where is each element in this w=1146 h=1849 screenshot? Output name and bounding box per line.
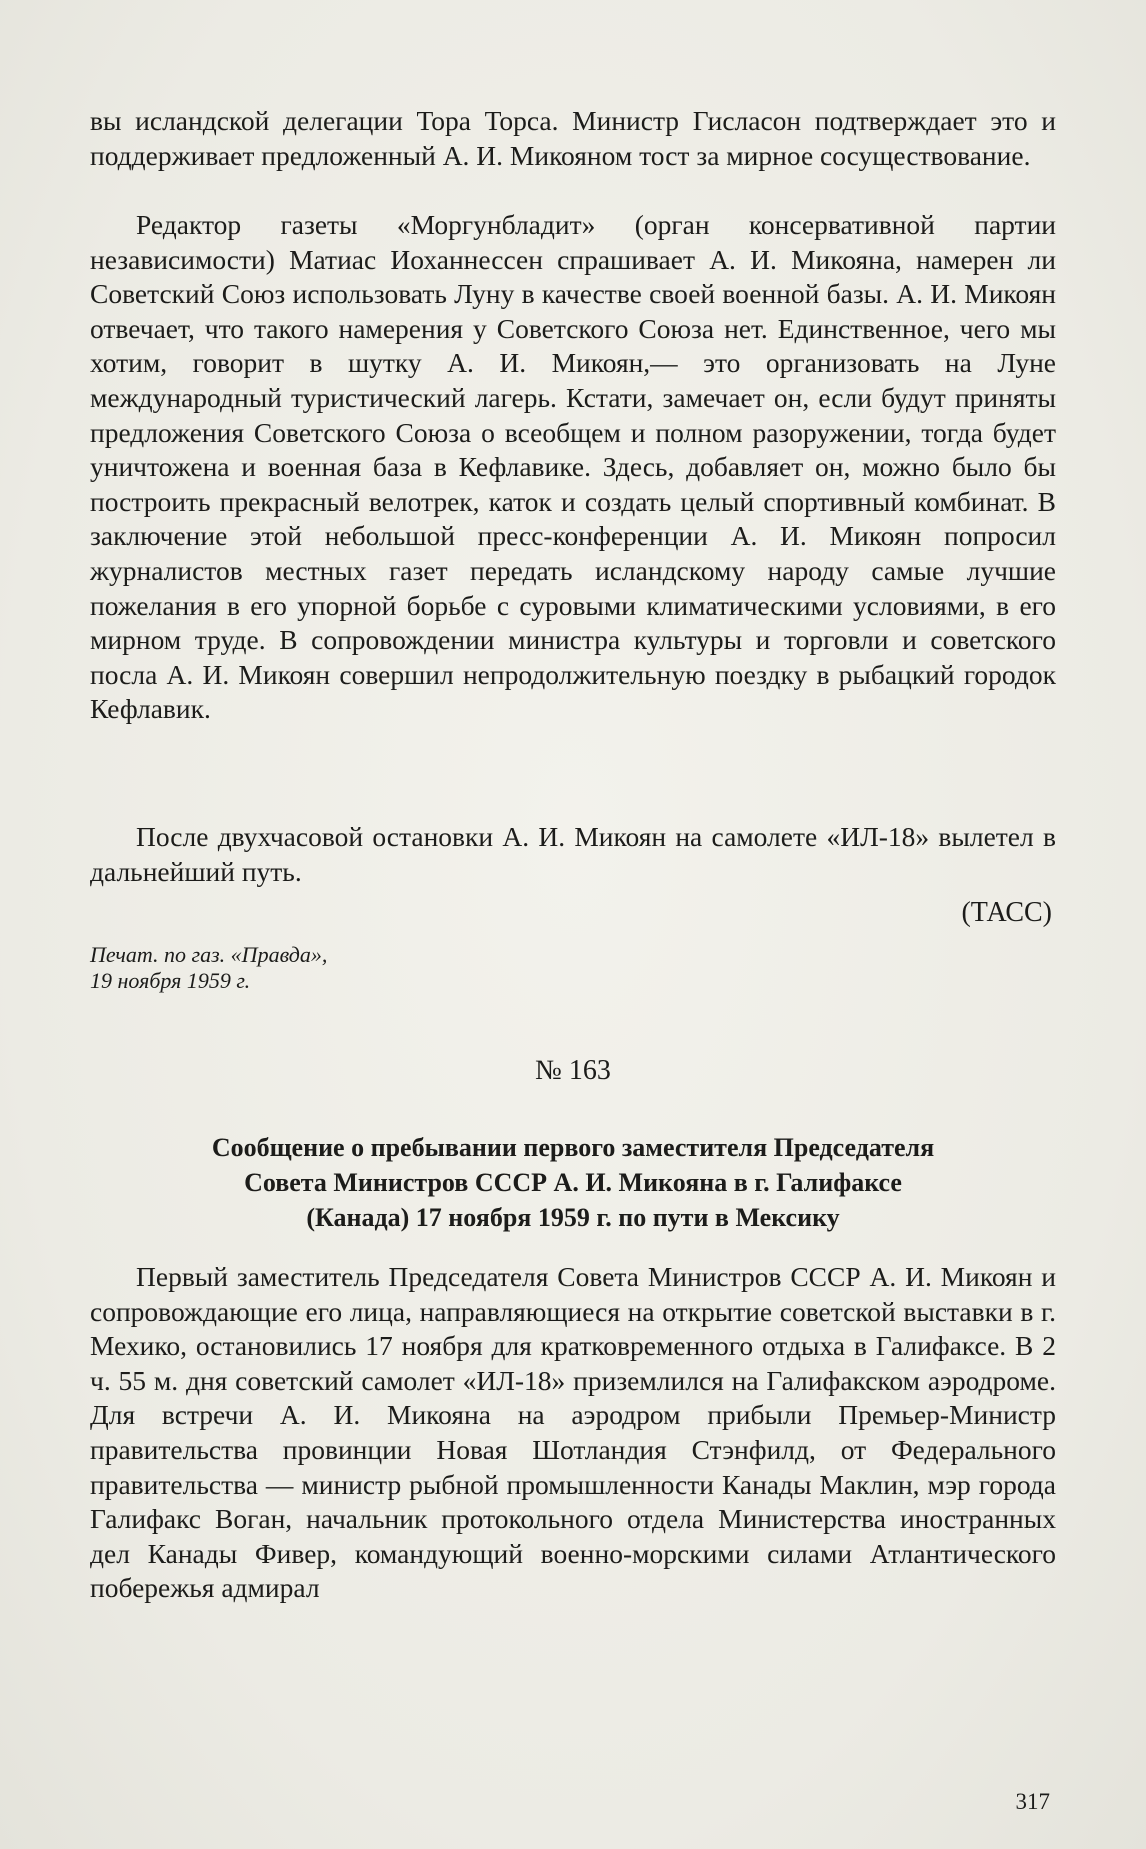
heading-line-3: (Канада) 17 ноября 1959 г. по пути в Мексику xyxy=(306,1203,840,1232)
heading-line-2: Совета Министров СССР А. И. Микояна в г. Галифаксе xyxy=(244,1168,902,1197)
paragraph-top: вы исландской делегации Тора Торса. Министр Гисласон подтверждает это и поддерживает предложенный А. И. Микояном тост за мирное сосуществование. xyxy=(90,105,1056,171)
document-heading xyxy=(88,1130,1058,1235)
paragraph-halifax-arrival: Первый заместитель Председателя Совета Министров СССР А. И. Микоян и сопровождающие его лица, направляющиеся на открытие советской выставки в г. Мехико, остановились 17 ноября для кратковременного отдыха в Галифаксе. В 2 ч. 55 м. дня советский самолет «ИЛ-18» приземлился на Галифакском аэродроме. Для встречи А. И. Микояна на аэродром прибыли Премьер-Министр правительства провинции Новая Шотландия Стэнфилд, от Федерального правительства — министр рыбной промышленности Канады Маклин, мэр города Галифакс Воган, начальник протокольного отдела Министерства иностранных дел Канады Фивер, командующий военно-морскими силами Атлантического побережья адмирал xyxy=(90,1261,1056,1604)
paragraph-editor-question: Редактор газеты «Моргунбладит» (орган консервативной партии независимости) Матиас Иоханнессен спрашивает А. И. Микояна, намерен ли Советский Союз использовать Луну в качестве своей военной базы. А. И. Микоян отвечает, что такого намерения у Советского Союза нет. Единственное, чего мы хотим, говорит в шутку А. И. Микоян,— это организовать на Луне международный туристический лагерь. Кстати, замечает он, если будут приняты предложения Советского Союза о всеобщем и полном разоружении, тогда будет уничтожена и военная база в Кефлавике. Здесь, добавляет он, можно было бы построить прекрасный велотрек, каток и создать целый спортивный комбинат. В заключение этой небольшой пресс-конференции А. И. Микоян попросил журналистов местных газет передать исландскому народу самые лучшие пожелания в его упорной борьбе с суровыми климатическими условиями, в его мирном труде. В сопровождении министра культуры и торговли и советского посла А. И. Микоян совершил непродолжительную поездку в рыбацкий городок Кефлавик. xyxy=(90,209,1056,725)
page-number: 317 xyxy=(1015,1789,1050,1814)
source-line-2: 19 ноября 1959 г. xyxy=(90,968,251,993)
source-citation xyxy=(90,942,327,994)
document-number: № 163 xyxy=(535,1055,611,1086)
paragraph-departure: После двухчасовой остановки А. И. Микоян на самолете «ИЛ-18» вылетел в дальнейший путь. xyxy=(90,821,1056,887)
source-line-1: Печат. по газ. «Правда», xyxy=(90,942,328,967)
heading-line-1: Сообщение о пребывании первого заместителя Председателя xyxy=(211,1133,935,1162)
signature-tass: (ТАСС) xyxy=(961,897,1052,928)
